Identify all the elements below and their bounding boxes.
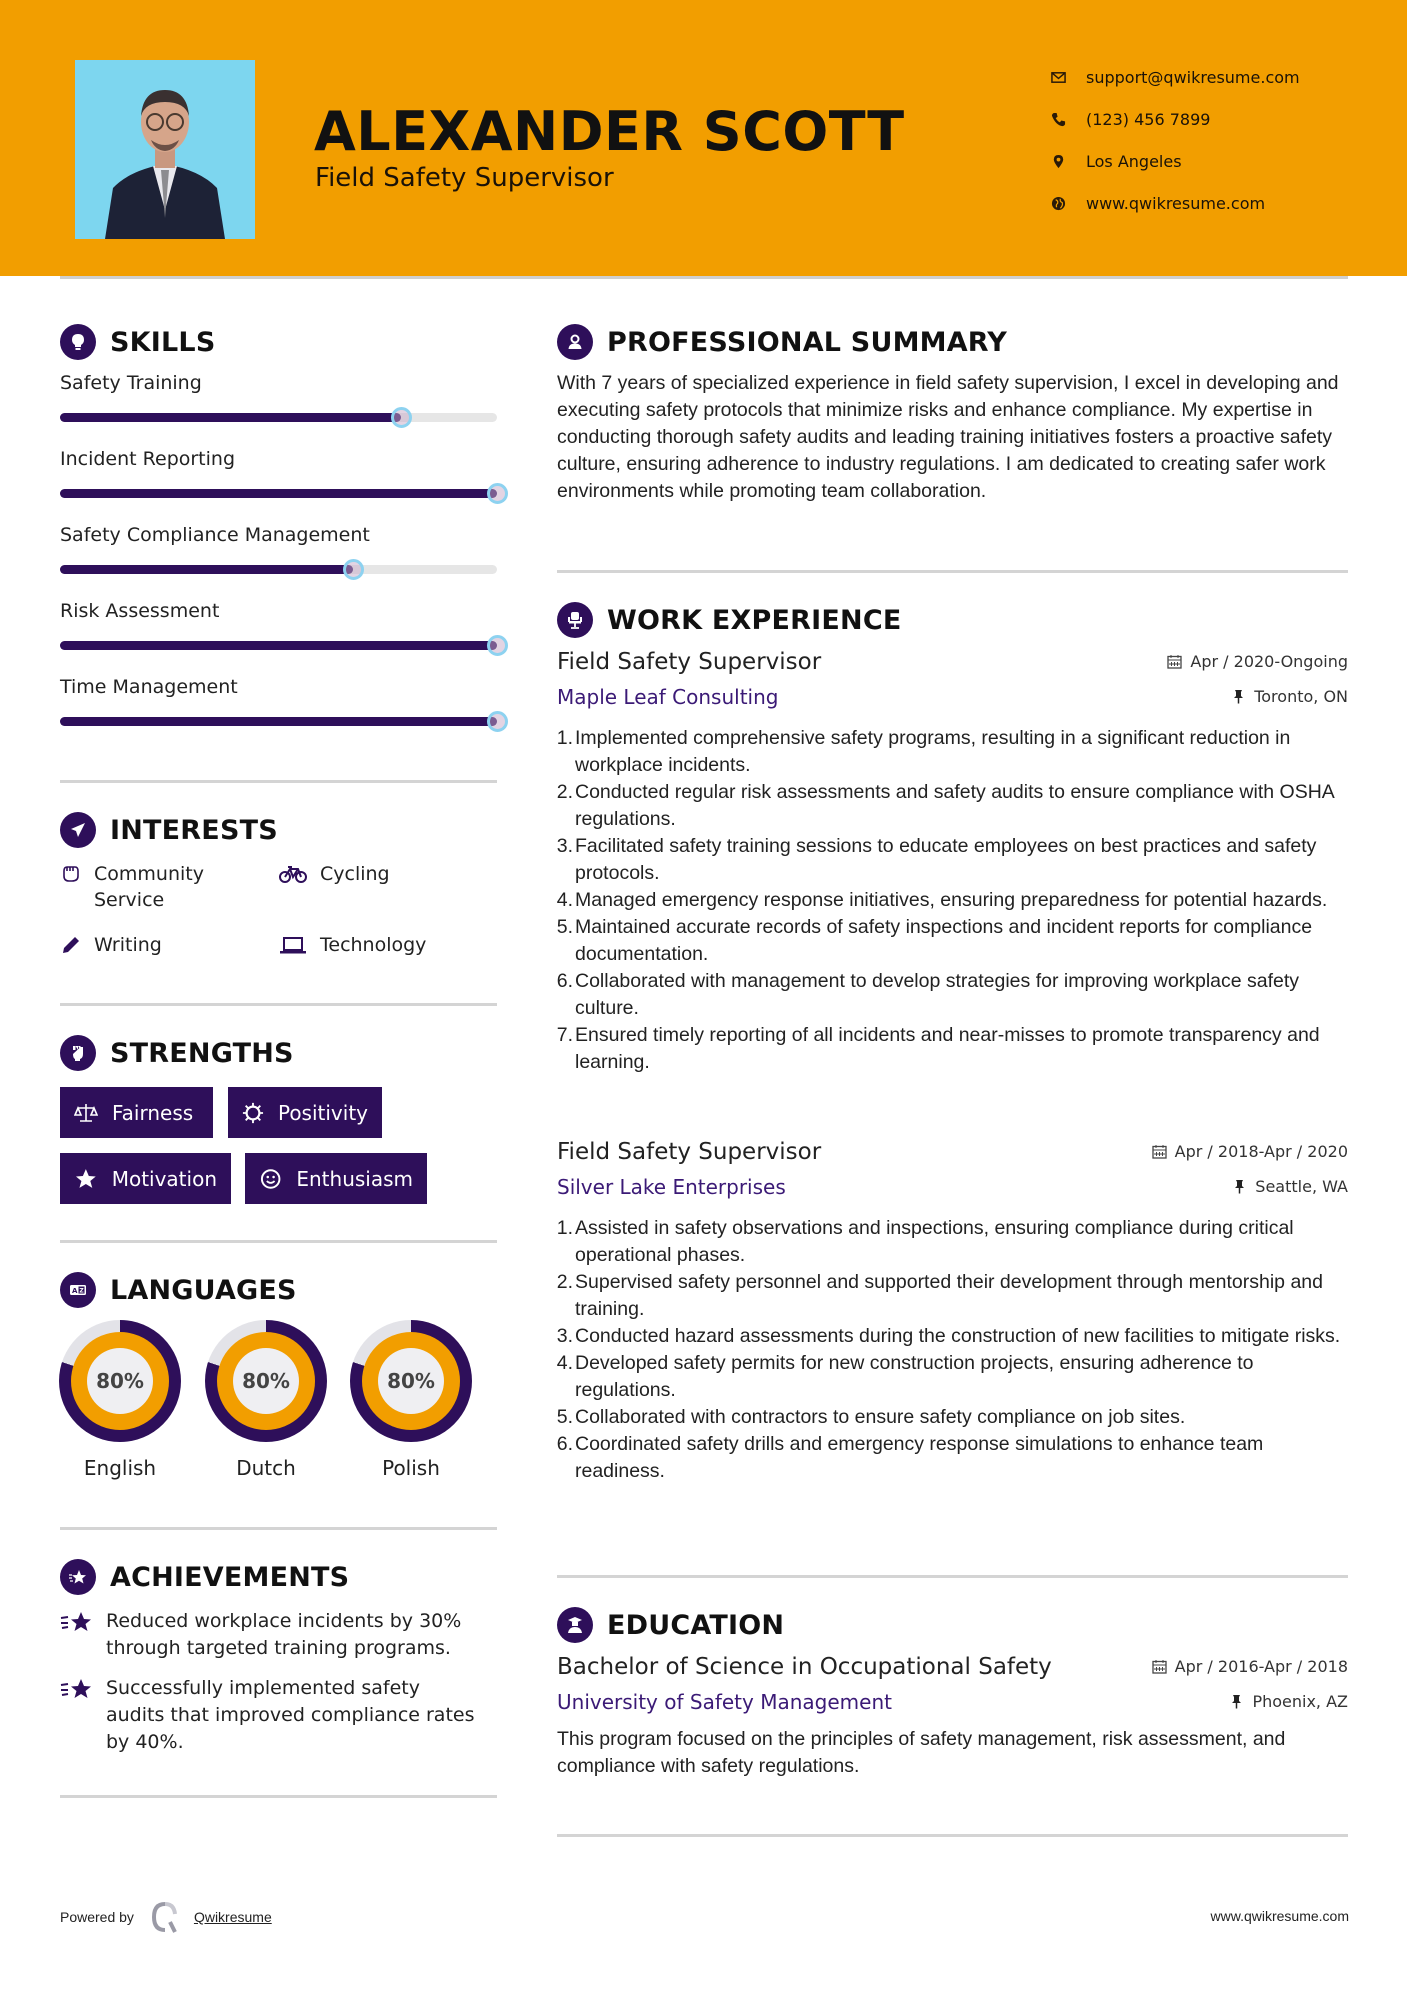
- language-item: 80% Dutch: [205, 1320, 327, 1480]
- interest-item: Technology: [278, 932, 426, 958]
- header-divider: [60, 276, 1348, 279]
- calendar-icon: [1152, 1659, 1167, 1674]
- person-photo-icon: [75, 60, 255, 239]
- candidate-name: ALEXANDER SCOTT: [314, 100, 905, 163]
- footer-powered-by: Powered by Qwikresume: [60, 1900, 272, 1934]
- paper-plane-icon: [60, 812, 96, 848]
- skill-fill: [60, 641, 497, 650]
- svg-text:Z: Z: [79, 1287, 84, 1295]
- smile-icon: [259, 1167, 282, 1191]
- skill-slider[interactable]: [60, 413, 497, 422]
- section-divider: [60, 1240, 497, 1243]
- language-az-icon: [60, 1272, 96, 1308]
- pushpin-icon: [1232, 1179, 1247, 1194]
- shooting-star-icon: [60, 1677, 94, 1705]
- job-entry: [557, 649, 1348, 1076]
- lightbulb-icon: [60, 324, 96, 360]
- interests-heading: INTERESTS: [60, 812, 278, 848]
- education-dates: Apr / 2016-Apr / 2018: [1152, 1657, 1348, 1676]
- contact-location-text: Los Angeles: [1086, 151, 1182, 171]
- skill-item: Time Management: [60, 676, 500, 706]
- skill-fill: [60, 717, 497, 726]
- skill-slider[interactable]: [60, 565, 497, 574]
- contact-website[interactable]: [1050, 182, 1300, 224]
- job-bullet: 3. Facilitated safety training sessions to educate employees on best practices and safety protocols.: [556, 835, 1317, 884]
- bicycle-icon: [278, 863, 308, 885]
- skill-slider[interactable]: [60, 717, 497, 726]
- job-bullets: [557, 1215, 1348, 1485]
- pushpin-icon: [1231, 689, 1246, 704]
- skills-heading: SKILLS: [60, 324, 215, 360]
- skill-slider[interactable]: [60, 641, 497, 650]
- contact-website-text: www.qwikresume.com: [1086, 193, 1266, 213]
- laptop-icon: [278, 934, 308, 956]
- interest-item: Cycling: [278, 861, 390, 887]
- job-role: Field Safety Supervisor: [557, 649, 822, 675]
- language-progress-ring: 80%: [205, 1320, 327, 1442]
- section-divider: [557, 1834, 1348, 1837]
- pencil-icon: [60, 934, 82, 956]
- job-bullet: 5. Maintained accurate records of safety inspections and incident reports for compliance documentation.: [556, 916, 1313, 965]
- candidate-title: Field Safety Supervisor: [315, 163, 614, 193]
- job-bullet: 2. Conducted regular risk assessments and safety audits to ensure compliance with OSHA regulations.: [556, 781, 1334, 830]
- job-bullet: 6. Collaborated with management to develop strategies for improving workplace safety culture.: [556, 970, 1300, 1019]
- interest-item: Writing: [60, 932, 162, 958]
- job-dates: Apr / 2020-Ongoing: [1167, 652, 1348, 671]
- skill-item: Risk Assessment: [60, 600, 500, 630]
- phone-icon: [1050, 111, 1066, 127]
- contact-phone[interactable]: [1050, 98, 1300, 140]
- section-divider: [557, 570, 1348, 573]
- job-bullet: 1. Implemented comprehensive safety programs, resulting in a significant reduction in workplace incidents.: [556, 727, 1291, 776]
- job-location: Toronto, ON: [1231, 687, 1348, 706]
- education-description: This program focused on the principles of safety management, risk assessment, and compliance with safety regulations.: [557, 1728, 1286, 1777]
- skill-item: Incident Reporting: [60, 448, 500, 478]
- job-bullets: [557, 725, 1348, 1076]
- language-item: 80% English: [59, 1320, 181, 1480]
- qwikresume-logo-icon: [148, 1900, 182, 1934]
- language-progress-ring: 80%: [350, 1320, 472, 1442]
- raised-fist-icon: [60, 1035, 96, 1071]
- experience-heading: WORK EXPERIENCE: [557, 602, 901, 638]
- education-entry: [557, 1654, 1348, 1780]
- job-bullet: 7. Ensured timely reporting of all incidents and near-misses to promote transparency and learning.: [556, 1024, 1320, 1073]
- skill-slider-handle[interactable]: [343, 559, 364, 580]
- contact-phone-text: (123) 456 7899: [1086, 109, 1211, 129]
- job-location: Seattle, WA: [1232, 1177, 1348, 1196]
- calendar-icon: [1152, 1144, 1167, 1159]
- achievements-heading: ACHIEVEMENTS: [60, 1559, 349, 1595]
- skill-item: Safety Compliance Management: [60, 524, 500, 554]
- job-dates: Apr / 2018-Apr / 2020: [1152, 1142, 1348, 1161]
- skill-slider-handle[interactable]: [487, 483, 508, 504]
- envelope-icon: [1050, 69, 1066, 85]
- pushpin-icon: [1229, 1694, 1244, 1709]
- profile-photo: [75, 60, 255, 239]
- summary-heading: PROFESSIONAL SUMMARY: [557, 324, 1007, 360]
- skill-fill: [60, 565, 353, 574]
- strength-badge: Motivation: [60, 1153, 231, 1204]
- skill-fill: [60, 489, 497, 498]
- footer-website[interactable]: www.qwikresume.com: [1210, 1908, 1349, 1924]
- strength-badge: Fairness: [60, 1087, 213, 1138]
- job-bullet: 4. Developed safety permits for new construction projects, ensuring adherence to regulations.: [556, 1352, 1254, 1401]
- job-bullet: 2. Supervised safety personnel and supported their development through mentorship and training.: [556, 1271, 1323, 1320]
- calendar-icon: [1167, 654, 1182, 669]
- job-bullet: 3. Conducted hazard assessments during the construction of new facilities to mitigate risks.: [556, 1325, 1341, 1347]
- section-divider: [60, 1527, 497, 1530]
- skill-slider[interactable]: [60, 489, 497, 498]
- skill-slider-handle[interactable]: [487, 635, 508, 656]
- job-role: Field Safety Supervisor: [557, 1139, 822, 1165]
- job-bullet: 6. Coordinated safety drills and emergency response simulations to enhance team readiness.: [556, 1433, 1264, 1482]
- job-bullet: 1. Assisted in safety observations and inspections, ensuring compliance during critical operational phases.: [556, 1217, 1294, 1266]
- skill-slider-handle[interactable]: [487, 711, 508, 732]
- language-item: 80% Polish: [350, 1320, 472, 1480]
- job-bullet: 5. Collaborated with contractors to ensure safety compliance on job sites.: [556, 1406, 1186, 1428]
- job-company: Silver Lake Enterprises: [557, 1175, 786, 1199]
- summary-text: With 7 years of specialized experience in field safety supervision, I excel in developing and executing safety protocols that minimize risks and enhance compliance. My expertise in conducting thorough safety audits and leading training initiatives fosters a proactive safety culture, ensuring adherence to industry regulations. I am dedicated to creating safer work environments while promoting team collaboration.: [557, 372, 1339, 502]
- globe-icon: [1050, 195, 1066, 211]
- sun-gear-icon: [242, 1101, 264, 1125]
- graduate-icon: [557, 1607, 593, 1643]
- balance-scale-icon: [74, 1101, 98, 1125]
- hand-fist-icon: [60, 863, 82, 885]
- education-heading: EDUCATION: [557, 1607, 784, 1643]
- education-degree: Bachelor of Science in Occupational Safety: [557, 1654, 1052, 1680]
- user-icon: [557, 324, 593, 360]
- skill-fill: [60, 413, 401, 422]
- contact-list: [1050, 56, 1300, 224]
- contact-location: [1050, 140, 1300, 182]
- resume-header: [0, 0, 1407, 276]
- education-location: Phoenix, AZ: [1229, 1692, 1348, 1711]
- section-divider: [60, 1003, 497, 1006]
- star-icon: [74, 1167, 98, 1191]
- skill-slider-handle[interactable]: [391, 407, 412, 428]
- contact-email-text: support@qwikresume.com: [1086, 67, 1300, 87]
- map-marker-icon: [1050, 153, 1066, 169]
- interest-item: Community Service: [60, 861, 260, 913]
- office-chair-icon: [557, 602, 593, 638]
- svg-text:A: A: [72, 1287, 78, 1295]
- star-badge-icon: [60, 1559, 96, 1595]
- section-divider: [60, 1795, 497, 1798]
- language-progress-ring: 80%: [59, 1320, 181, 1442]
- shooting-star-icon: [60, 1610, 94, 1638]
- contact-email[interactable]: [1050, 56, 1300, 98]
- job-entry: [557, 1139, 1348, 1485]
- section-divider: [557, 1575, 1348, 1578]
- job-bullet: 4. Managed emergency response initiatives, ensuring preparedness for potential hazards.: [556, 889, 1328, 911]
- education-school: University of Safety Management: [557, 1690, 892, 1714]
- skill-item: Safety Training: [60, 372, 500, 402]
- strength-badge: Positivity: [228, 1087, 382, 1138]
- languages-heading: A Z LANGUAGES: [60, 1272, 297, 1308]
- job-company: Maple Leaf Consulting: [557, 685, 779, 709]
- strength-badge: Enthusiasm: [245, 1153, 427, 1204]
- qwikresume-link[interactable]: Qwikresume: [193, 1909, 272, 1925]
- section-divider: [60, 780, 497, 783]
- strengths-heading: STRENGTHS: [60, 1035, 294, 1071]
- achievement-item: Reduced workplace incidents by 30% through targeted training programs.: [60, 1608, 510, 1662]
- achievement-item: Successfully implemented safety audits that improved compliance rates by 40%.: [60, 1675, 510, 1756]
